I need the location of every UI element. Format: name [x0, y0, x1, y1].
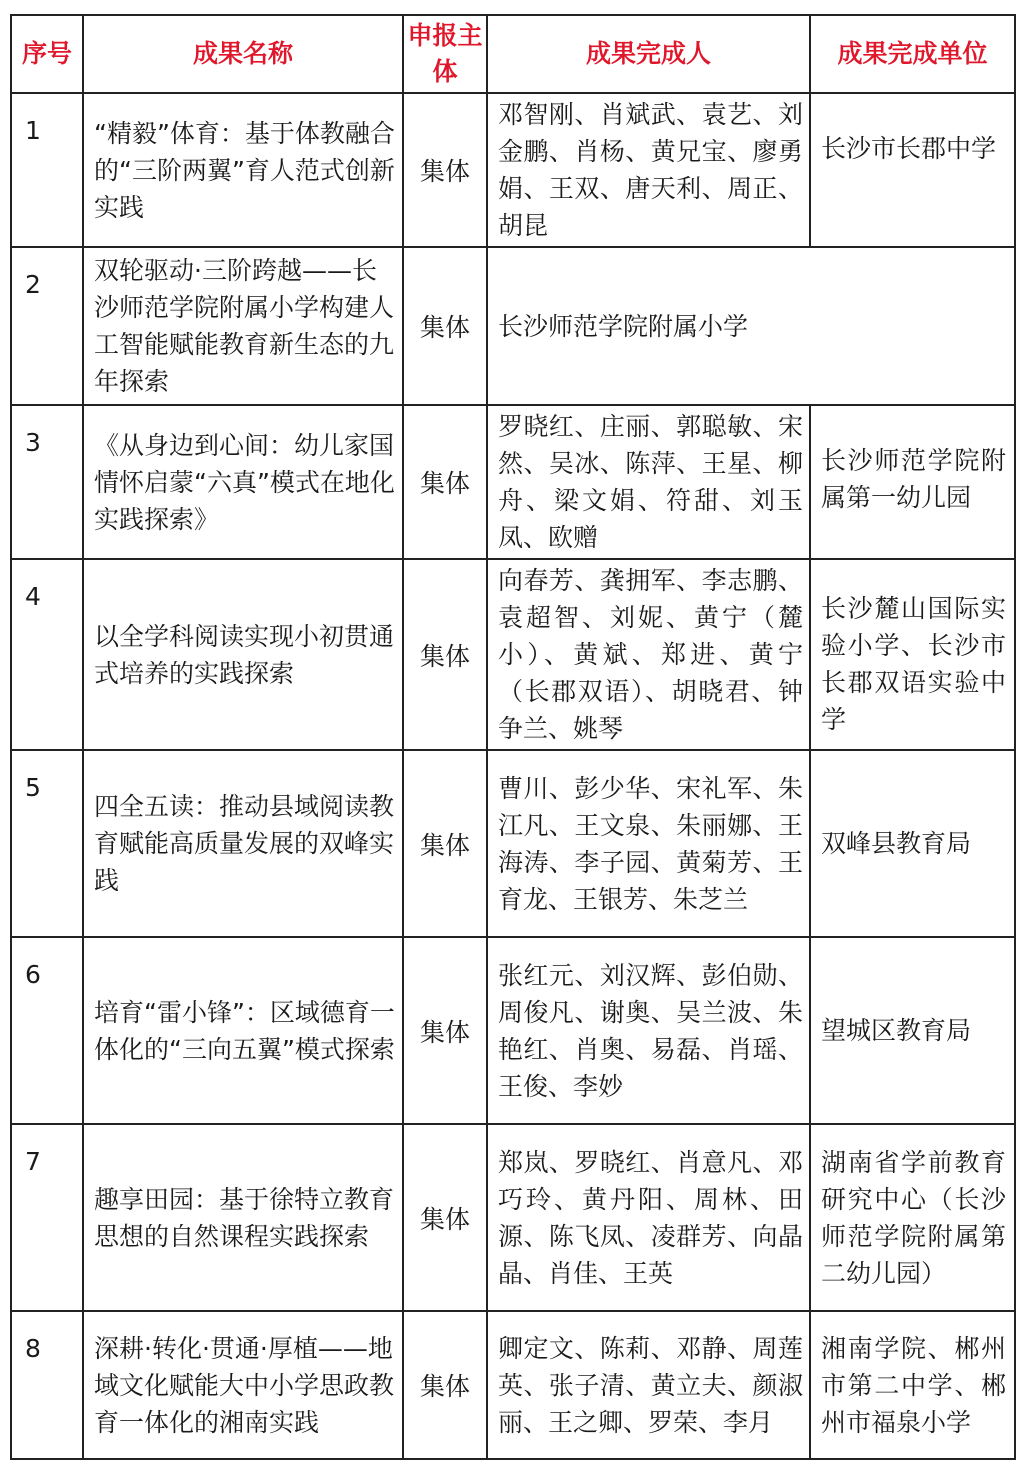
table-row	[11, 247, 1015, 405]
header-unit: 成果完成单位	[810, 15, 1015, 93]
row-type: 集体	[403, 1124, 487, 1311]
table-row	[11, 93, 1015, 247]
row-index: 2	[11, 247, 83, 405]
row-people: 邓智刚、肖斌武、袁艺、刘金鹏、肖杨、黄兄宝、廖勇娟、王双、唐天利、周正、胡昆	[487, 93, 810, 247]
row-title: 双轮驱动·三阶跨越——长沙师范学院附属小学构建人工智能赋能教育新生态的九年探索	[83, 247, 403, 405]
header-row	[11, 15, 1015, 93]
row-type: 集体	[403, 559, 487, 750]
header-people: 成果完成人	[487, 15, 810, 93]
row-title: 深耕·转化·贯通·厚植——地域文化赋能大中小学思政教育一体化的湘南实践	[83, 1311, 403, 1459]
row-index: 5	[11, 750, 83, 937]
row-type: 集体	[403, 247, 487, 405]
row-index: 4	[11, 559, 83, 750]
header-index: 序号	[11, 15, 83, 93]
row-people: 卿定文、陈莉、邓静、周莲英、张子清、黄立夫、颜淑丽、王之卿、罗荣、李月	[487, 1311, 810, 1459]
row-unit: 双峰县教育局	[810, 750, 1015, 937]
row-people: 郑岚、罗晓红、肖意凡、邓巧玲、黄丹阳、周林、田源、陈飞凤、凌群芳、向晶晶、肖佳、王英	[487, 1124, 810, 1311]
row-title: 四全五读：推动县域阅读教育赋能高质量发展的双峰实践	[83, 750, 403, 937]
row-type: 集体	[403, 405, 487, 559]
row-index: 7	[11, 1124, 83, 1311]
row-unit: 长沙麓山国际实验小学、长沙市长郡双语实验中学	[810, 559, 1015, 750]
row-people: 张红元、刘汉辉、彭伯勋、周俊凡、谢奥、吴兰波、朱艳红、肖奥、易磊、肖瑶、王俊、李妙	[487, 937, 810, 1124]
table-row	[11, 1311, 1015, 1459]
row-index: 1	[11, 93, 83, 247]
row-people: 长沙师范学院附属小学	[487, 247, 1015, 405]
row-unit: 望城区教育局	[810, 937, 1015, 1124]
row-type: 集体	[403, 1311, 487, 1459]
table-row	[11, 750, 1015, 937]
table-row	[11, 405, 1015, 559]
row-unit: 长沙市长郡中学	[810, 93, 1015, 247]
row-type: 集体	[403, 93, 487, 247]
table-row	[11, 559, 1015, 750]
row-unit: 湘南学院、郴州市第二中学、郴州市福泉小学	[810, 1311, 1015, 1459]
row-index: 6	[11, 937, 83, 1124]
achievement-table	[10, 14, 1016, 1460]
header-title: 成果名称	[83, 15, 403, 93]
row-title: 《从身边到心间：幼儿家国情怀启蒙“六真”模式在地化实践探索》	[83, 405, 403, 559]
table-row	[11, 1124, 1015, 1311]
row-title: 以全学科阅读实现小初贯通式培养的实践探索	[83, 559, 403, 750]
row-title: 趣享田园：基于徐特立教育思想的自然课程实践探索	[83, 1124, 403, 1311]
row-unit: 湖南省学前教育研究中心（长沙师范学院附属第二幼儿园）	[810, 1124, 1015, 1311]
header-type: 申报主体	[403, 15, 487, 93]
row-title: “精毅”体育：基于体教融合的“三阶两翼”育人范式创新实践	[83, 93, 403, 247]
row-index: 8	[11, 1311, 83, 1459]
row-index: 3	[11, 405, 83, 559]
row-type: 集体	[403, 937, 487, 1124]
row-people: 曹川、彭少华、宋礼军、朱江凡、王文泉、朱丽娜、王海涛、李子园、黄菊芳、王育龙、王银芳、朱芝兰	[487, 750, 810, 937]
row-title: 培育“雷小锋”：区域德育一体化的“三向五翼”模式探索	[83, 937, 403, 1124]
row-people: 罗晓红、庄丽、郭聪敏、宋然、吴冰、陈萍、王星、柳舟、梁文娟、符甜、刘玉凤、欧赠	[487, 405, 810, 559]
row-type: 集体	[403, 750, 487, 937]
row-people: 向春芳、龚拥军、李志鹏、袁超智、刘妮、黄宁（麓小）、黄斌、郑进、黄宁（长郡双语）、胡晓君、钟争兰、姚琴	[487, 559, 810, 750]
table-row	[11, 937, 1015, 1124]
row-unit: 长沙师范学院附属第一幼儿园	[810, 405, 1015, 559]
